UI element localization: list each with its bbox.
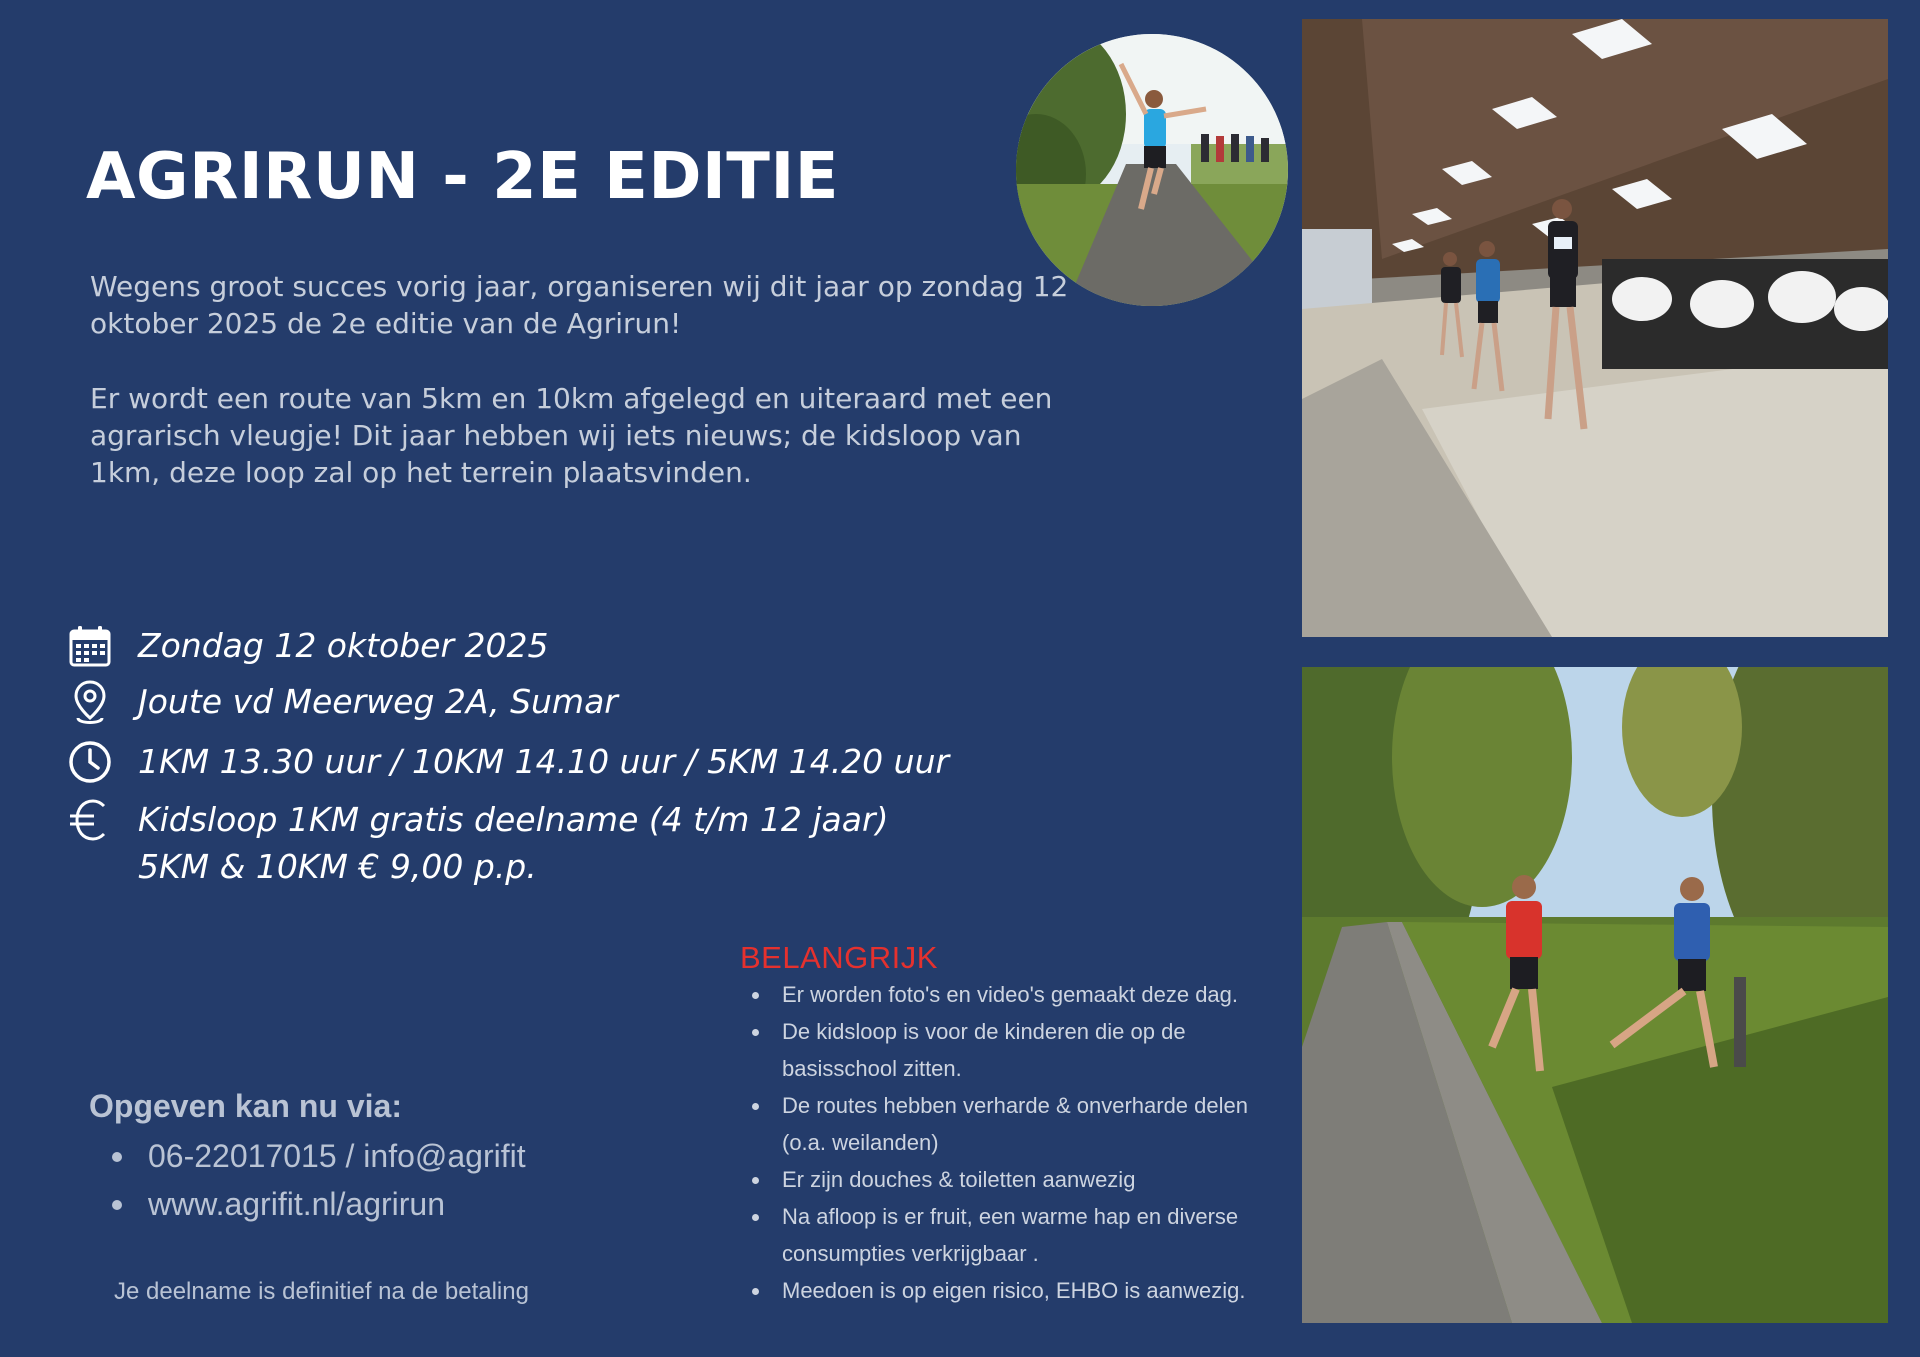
- path-runners-photo: [1302, 667, 1888, 1323]
- runner-cheering-photo: [1016, 34, 1288, 306]
- price-kidsloop: Kidsloop 1KM gratis deelname (4 t/m 12 jaar): [138, 800, 889, 839]
- info-price-row: [66, 796, 888, 890]
- signup-heading: Opgeven kan nu via:: [89, 1088, 402, 1124]
- list-item: Meedoen is op eigen risico, EHBO is aanwezig.: [748, 1272, 1278, 1309]
- list-item: Er worden foto's en video's gemaakt deze dag.: [748, 976, 1278, 1013]
- calendar-icon: [66, 622, 114, 670]
- signup-list: [110, 1132, 526, 1228]
- info-date-row: [66, 622, 549, 670]
- page-title: AGRIRUN - 2E EDITIE: [86, 140, 839, 214]
- signup-website-link[interactable]: www.agrifit.nl/agrirun: [110, 1180, 526, 1228]
- intro-text: [90, 268, 1080, 529]
- list-item: De kidsloop is voor de kinderen die op de basisschool zitten.: [748, 1013, 1278, 1087]
- euro-icon: [66, 796, 114, 844]
- clock-icon: [66, 738, 114, 786]
- barn-runners-photo: [1302, 19, 1888, 637]
- map-pin-icon: [66, 678, 114, 726]
- intro-paragraph-1: Wegens groot succes vorig jaar, organiseren wij dit jaar op zondag 12 oktober 2025 de 2e editie van de Agrirun!: [90, 270, 1069, 340]
- signup-contact: 06-22017015 / info@agrifit: [110, 1132, 526, 1180]
- info-times-row: [66, 738, 949, 786]
- list-item: Er zijn douches & toiletten aanwezig: [748, 1161, 1278, 1198]
- important-list: [748, 976, 1278, 1309]
- event-times: 1KM 13.30 uur / 10KM 14.10 uur / 5KM 14.20 uur: [138, 742, 950, 781]
- payment-footnote: Je deelname is definitief na de betaling: [114, 1278, 529, 1305]
- event-location: Joute vd Meerweg 2A, Sumar: [138, 682, 618, 721]
- intro-paragraph-2: Er wordt een route van 5km en 10km afgelegd en uiteraard met een agrarisch vleugje! Dit jaar hebben wij iets nieuws; de kidsloop van 1km, deze loop zal op het terrein plaatsvinden.: [90, 382, 1053, 489]
- list-item: De routes hebben verharde & onverharde delen (o.a. weilanden): [748, 1087, 1278, 1161]
- event-date: Zondag 12 oktober 2025: [138, 626, 549, 665]
- important-heading: BELANGRIJK: [740, 940, 938, 975]
- price-text-block: [138, 796, 888, 890]
- info-location-row: [66, 678, 618, 726]
- list-item: Na afloop is er fruit, een warme hap en diverse consumpties verkrijgbaar .: [748, 1198, 1278, 1272]
- price-adults: 5KM & 10KM € 9,00 p.p.: [138, 847, 537, 886]
